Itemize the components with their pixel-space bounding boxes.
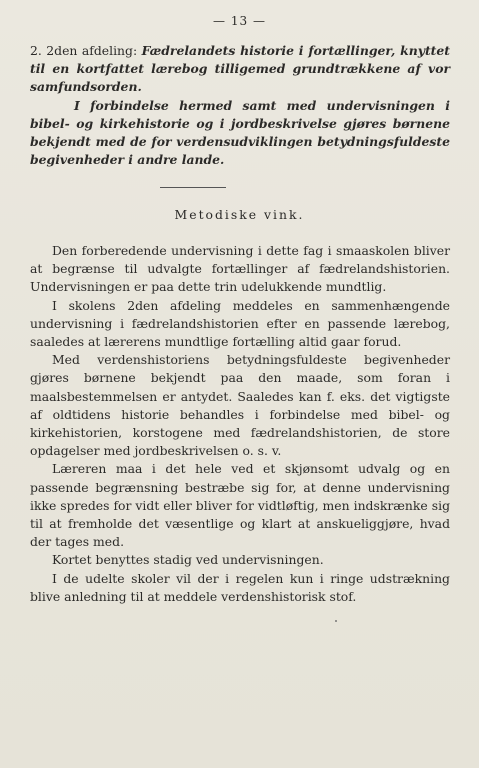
paragraph: Kortet benyttes stadig ved undervisningen. [52, 552, 324, 568]
methods-heading: Metodiske vink. [174, 207, 305, 222]
section-label: 2. 2den afdeling: [30, 43, 138, 58]
paragraph: I de udelte skoler vil der i regelen kun i ringe udstrækning blive anledning til at meddele verdenshistorisk stof. [30, 570, 450, 604]
paragraph: Med verdenshistoriens betydningsfuldeste begivenheder gjøres børnene bekjendt paa den maade, som foran i maalsbestemmelsen er antydet. Saaledes kan f. eks. det vigtigste af oldtidens historie behandles i forbindelse med bibel- og kirkehistorien, korstogene med fædrelandshistorien, de store opdagelser med jordbeskrivelsen o. s. v. [30, 352, 450, 459]
section-title: Fædrelandets historie i fortællinger, knyttet til en kortfattet lærebog tilligemed grundtrækkene af vor samfundsorden. [30, 43, 451, 95]
section-subtext: I forbindelse hermed samt med undervisningen i bibel- og kirkehistorie og i jordbeskrivelse gjøres børnene bekjendt med de for verdensudviklingen betydningsfuldeste begivenheder i andre lande. [30, 97, 450, 168]
section-divider [160, 187, 226, 188]
paragraph: I skolens 2den afdeling meddeles en sammenhængende undervisning i fædrelandshistorien efter en passende lærebog, saaledes at lærerens mundtlige fortælling altid gaar forud. [30, 297, 450, 350]
page-number: — 13 — [213, 14, 266, 28]
body-text [30, 242, 450, 606]
section-intro [30, 42, 450, 97]
paragraph: Læreren maa i det hele ved et skjønsomt udvalg og en passende begrænsning bestræbe sig for, at denne undervisning ikke spredes for vidt eller bliver for vidtløftig, men indskrænke sig til at fremholde det væsentlige og klart at anskueliggjøre, hvad der tages med. [30, 461, 450, 550]
section-header [30, 42, 450, 169]
paragraph: Den forberedende undervisning i dette fag i smaaskolen bliver at begrænse til udvalgte fortællinger af fædrelandshistorien. Undervisningen er paa dette trin udelukkende mundtlig. [30, 243, 450, 295]
page-speck [335, 620, 337, 622]
